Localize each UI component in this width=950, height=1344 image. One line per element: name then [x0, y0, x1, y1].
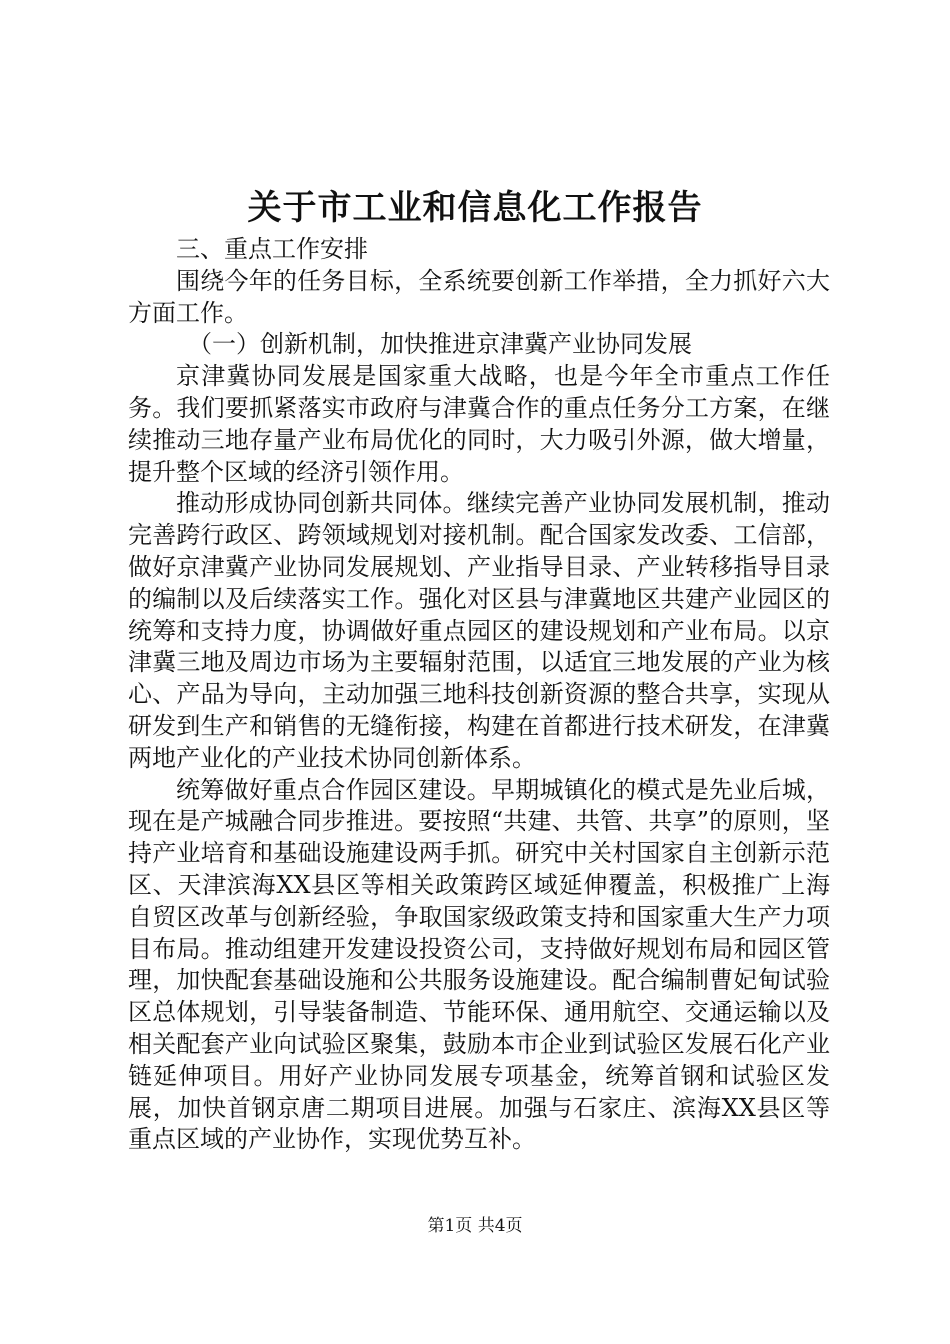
document-body	[128, 234, 830, 1156]
body-paragraph: 统筹做好重点合作园区建设。早期城镇化的模式是先业后城，现在是产城融合同步推进。要按照“共建、共管、共享”的原则，坚持产业培育和基础设施建设两手抓。研究中关村国家自主创新示范区、天津滨海XX县区等相关政策跨区域延伸覆盖，积极推广上海自贸区改革与创新经验，争取国家级政策支持和国家重大生产力项目布局。推动组建开发建设投资公司，支持做好规划布局和园区管理，加快配套基础设施和公共服务设施建设。配合编制曹妃甸试验区总体规划，引导装备制造、节能环保、通用航空、交通运输以及相关配套产业向试验区聚集，鼓励本市企业到试验区发展石化产业链延伸项目。用好产业协同发展专项基金，统筹首钢和试验区发展，加快首钢京唐二期项目进展。加强与石家庄、滨海XX县区等重点区域的产业协作，实现优势互补。	[128, 775, 830, 1154]
subsection-heading: （一）创新机制，加快推进京津冀产业协同发展	[188, 330, 692, 359]
section-heading: 三、重点工作安排	[176, 235, 368, 263]
page-footer: 第1页 共4页	[427, 1216, 523, 1236]
body-paragraph: 京津冀协同发展是国家重大战略，也是今年全市重点工作任务。我们要抓紧落实市政府与津冀合作的重点任务分工方案，在继续推动三地存量产业布局优化的同时，大力吸引外源，做大增量，提升整个区域的经济引领作用。	[128, 362, 830, 486]
body-paragraph: 围绕今年的任务目标，全系统要创新工作举措，全力抓好六大方面工作。	[128, 266, 830, 327]
body-paragraph: 推动形成协同创新共同体。继续完善产业协同发展机制，推动完善跨行政区、跨领域规划对接机制。配合国家发改委、工信部，做好京津冀产业协同发展规划、产业指导目录、产业转移指导目录的编制以及后续落实工作。强化对区县与津冀地区共建产业园区的统筹和支持力度，协调做好重点园区的建设规划和产业布局。以京津冀三地及周边市场为主要辐射范围，以适宜三地发展的产业为核心、产品为导向，主动加强三地科技创新资源的整合共享，实现从研发到生产和销售的无缝衔接，构建在首都进行技术研发，在津冀两地产业化的产业技术协同创新体系。	[128, 489, 830, 772]
page-title: 关于市工业和信息化工作报告	[247, 188, 703, 228]
